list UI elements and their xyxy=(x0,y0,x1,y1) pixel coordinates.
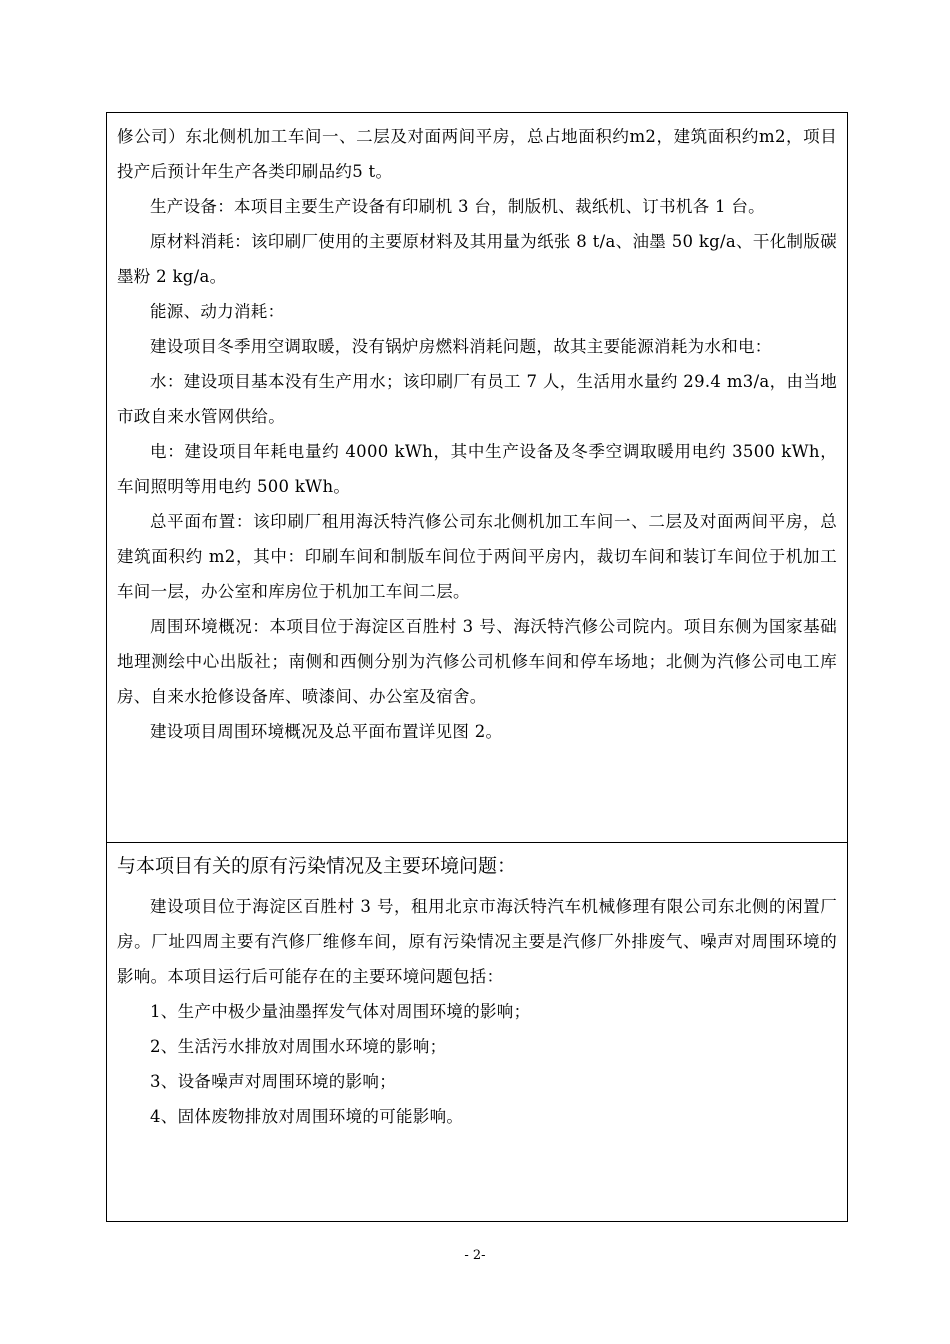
page-number: - 2- xyxy=(464,1248,486,1263)
surroundings-paragraph: 周围环境概况：本项目位于海淀区百胜村 3 号、海沃特汽修公司院内。项目东侧为国家基础地理测绘中心出版社；南侧和西侧分别为汽修公司机修车间和停车场地；北侧为汽修公司电工库房、自来水抢修设备库、喷漆间、办公室及宿舍。 xyxy=(117,617,837,706)
figure-reference-paragraph: 建设项目周围环境概况及总平面布置详见图 2。 xyxy=(150,722,503,741)
issue-item-1: 1、生产中极少量油墨挥发气体对周围环境的影响； xyxy=(150,1002,531,1021)
materials-paragraph: 原材料消耗：该印刷厂使用的主要原材料及其用量为纸张 8 t/a、油墨 50 kg/a、干化制版碳墨粉 2 kg/a。 xyxy=(117,232,837,286)
scale-paragraph: 修公司）东北侧机加工车间一、二层及对面两间平房，总占地面积约m2，建筑面积约m2，项目投产后预计年生产各类印刷品约5 t。 xyxy=(117,127,837,181)
issue-item-2: 2、生活污水排放对周围水环境的影响； xyxy=(150,1037,447,1056)
issue-item-3: 3、设备噪声对周围环境的影响； xyxy=(150,1072,396,1091)
energy-heading: 能源、动力消耗： xyxy=(150,302,285,321)
pollution-issues-section xyxy=(107,843,847,1221)
equipment-paragraph: 生产设备：本项目主要生产设备有印刷机 3 台，制版机、裁纸机、订书机各 1 台。 xyxy=(150,197,765,216)
electricity-paragraph: 电：建设项目年耗电量约 4000 kWh，其中生产设备及冬季空调取暖用电约 3500 kWh，车间照明等用电约 500 kWh。 xyxy=(117,442,837,496)
layout-paragraph: 总平面布置：该印刷厂租用海沃特汽修公司东北侧机加工车间一、二层及对面两间平房，总建筑面积约 m2，其中：印刷车间和制版车间位于两间平房内，裁切车间和装订车间位于机加工车间一层，办公室和库房位于机加工车间二层。 xyxy=(117,512,837,601)
issue-item-4: 4、固体废物排放对周围环境的可能影响。 xyxy=(150,1107,464,1126)
report-table xyxy=(106,112,848,1222)
energy-paragraph: 建设项目冬季用空调取暖，没有锅炉房燃料消耗问题，故其主要能源消耗为水和电： xyxy=(150,337,772,356)
project-overview-section xyxy=(107,113,847,843)
pollution-intro-paragraph: 建设项目位于海淀区百胜村 3 号，租用北京市海沃特汽车机械修理有限公司东北侧的闲置厂房。厂址四周主要有汽修厂维修车间，原有污染情况主要是汽修厂外排废气、噪声对周围环境的影响。本项目运行后可能存在的主要环境问题包括： xyxy=(117,897,837,986)
water-paragraph: 水：建设项目基本没有生产用水；该印刷厂有员工 7 人，生活用水量约 29.4 m3/a，由当地市政自来水管网供给。 xyxy=(117,372,837,426)
section-heading: 与本项目有关的原有污染情况及主要环境问题： xyxy=(117,855,517,877)
